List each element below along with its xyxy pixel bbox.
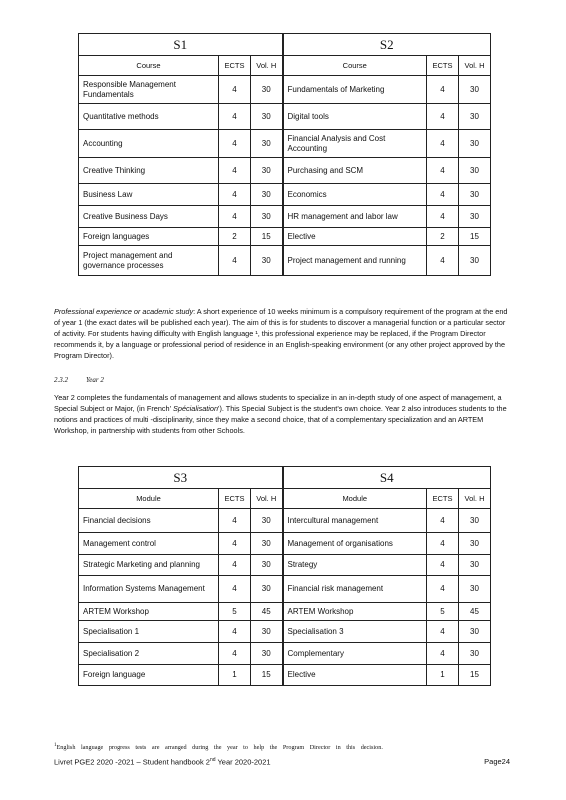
hours-cell: 30 xyxy=(251,643,283,665)
hours-cell: 30 xyxy=(459,184,491,206)
course-name-cell: Financial decisions xyxy=(79,509,219,533)
course-name-cell: Information Systems Management xyxy=(79,576,219,603)
section-title: Year 2 xyxy=(86,376,104,384)
column-header-ects: ECTS xyxy=(219,489,251,509)
ects-cell: 4 xyxy=(427,509,459,533)
hours-cell: 30 xyxy=(251,555,283,576)
course-name-cell: Management of organisations xyxy=(283,533,427,555)
column-header-volh: Vol. H xyxy=(459,489,491,509)
column-header-course: Course xyxy=(79,56,219,76)
ects-cell: 2 xyxy=(427,228,459,246)
professional-experience-paragraph xyxy=(54,306,510,361)
course-name-cell: Strategy xyxy=(283,555,427,576)
course-name-cell: Financial Analysis and Cost Accounting xyxy=(283,130,427,158)
course-name-cell: Intercultural management xyxy=(283,509,427,533)
course-name-cell: Foreign language xyxy=(79,665,219,686)
hours-cell: 30 xyxy=(459,533,491,555)
year2-paragraph xyxy=(54,392,510,436)
paragraph-lead: Professional experience or academic study xyxy=(54,307,194,316)
course-name-cell: Accounting xyxy=(79,130,219,158)
footer-title-text: Livret PGE2 2020 -2021 – Student handbook 2 xyxy=(54,757,210,767)
column-header-volh: Vol. H xyxy=(459,56,491,76)
ects-cell: 5 xyxy=(219,603,251,621)
section-number: 2.3.2 xyxy=(54,376,68,384)
course-name-cell: ARTEM Workshop xyxy=(79,603,219,621)
hours-cell: 45 xyxy=(459,603,491,621)
ects-cell: 4 xyxy=(219,104,251,130)
ects-cell: 4 xyxy=(427,621,459,643)
ects-cell: 4 xyxy=(219,76,251,104)
table-row xyxy=(79,246,491,276)
column-header-ects: ECTS xyxy=(427,489,459,509)
hours-cell: 30 xyxy=(251,206,283,228)
ects-cell: 5 xyxy=(427,603,459,621)
table-row xyxy=(79,104,491,130)
course-name-cell: Creative Business Days xyxy=(79,206,219,228)
ects-cell: 4 xyxy=(219,576,251,603)
course-name-cell: Quantitative methods xyxy=(79,104,219,130)
hours-cell: 30 xyxy=(251,158,283,184)
table-row xyxy=(79,76,491,104)
hours-cell: 30 xyxy=(459,621,491,643)
paragraph-body: : A short experience of 10 weeks minimum is a compulsory requirement of the program at the end of year 1 (the exact dates will be published each year). The aim of this is for students to discover a managerial function or a particular sector of activity. For students having difficulty with English language ¹, this professional experience may be replaced, if the Program Director recommends it, by a language or professional period of residence in an English-speaking environment (or any other project approved by the Program Director). xyxy=(54,307,508,360)
hours-cell: 30 xyxy=(251,576,283,603)
ects-cell: 4 xyxy=(219,158,251,184)
ects-cell: 4 xyxy=(427,246,459,276)
hours-cell: 30 xyxy=(251,509,283,533)
hours-cell: 30 xyxy=(251,184,283,206)
table-row xyxy=(79,643,491,665)
hours-cell: 45 xyxy=(251,603,283,621)
hours-cell: 30 xyxy=(459,555,491,576)
course-name-cell: ARTEM Workshop xyxy=(283,603,427,621)
hours-cell: 30 xyxy=(459,76,491,104)
course-name-cell: Project management and governance processes xyxy=(79,246,219,276)
hours-cell: 30 xyxy=(251,621,283,643)
paragraph-italic-term: Spécialisation xyxy=(173,404,219,413)
course-name-cell: Strategic Marketing and planning xyxy=(79,555,219,576)
column-header-volh: Vol. H xyxy=(251,489,283,509)
ects-cell: 4 xyxy=(219,643,251,665)
hours-cell: 30 xyxy=(459,104,491,130)
ects-cell: 1 xyxy=(219,665,251,686)
hours-cell: 30 xyxy=(459,206,491,228)
ects-cell: 2 xyxy=(219,228,251,246)
page-number: Page24 xyxy=(484,757,510,766)
course-name-cell: Project management and running xyxy=(283,246,427,276)
table-row xyxy=(79,603,491,621)
footer-title-sup: nd xyxy=(209,757,216,763)
hours-cell: 15 xyxy=(459,228,491,246)
ects-cell: 4 xyxy=(219,621,251,643)
ects-cell: 4 xyxy=(219,533,251,555)
course-name-cell: Foreign languages xyxy=(79,228,219,246)
course-name-cell: Complementary xyxy=(283,643,427,665)
course-name-cell: Fundamentals of Marketing xyxy=(283,76,427,104)
table-row xyxy=(79,206,491,228)
course-name-cell: Specialisation 3 xyxy=(283,621,427,643)
table-row xyxy=(79,555,491,576)
table-row xyxy=(79,533,491,555)
table-row xyxy=(79,130,491,158)
hours-cell: 30 xyxy=(459,509,491,533)
course-name-cell: Specialisation 2 xyxy=(79,643,219,665)
column-header-ects: ECTS xyxy=(427,56,459,76)
table-row xyxy=(79,621,491,643)
hours-cell: 30 xyxy=(459,643,491,665)
hours-cell: 15 xyxy=(251,228,283,246)
ects-cell: 4 xyxy=(427,104,459,130)
course-name-cell: Business Law xyxy=(79,184,219,206)
hours-cell: 30 xyxy=(251,130,283,158)
ects-cell: 4 xyxy=(427,130,459,158)
course-name-cell: Responsible Management Fundamentals xyxy=(79,76,219,104)
hours-cell: 30 xyxy=(459,246,491,276)
course-name-cell: Purchasing and SCM xyxy=(283,158,427,184)
table-row xyxy=(79,184,491,206)
table-row xyxy=(79,509,491,533)
semester-heading: S1 xyxy=(79,34,283,56)
course-name-cell: Financial risk management xyxy=(283,576,427,603)
course-name-cell: Creative Thinking xyxy=(79,158,219,184)
course-name-cell: Elective xyxy=(283,665,427,686)
ects-cell: 1 xyxy=(427,665,459,686)
semester-heading: S2 xyxy=(283,34,491,56)
ects-cell: 4 xyxy=(219,206,251,228)
column-header-module: Module xyxy=(79,489,219,509)
hours-cell: 15 xyxy=(459,665,491,686)
course-name-cell: HR management and labor law xyxy=(283,206,427,228)
table-row xyxy=(79,576,491,603)
course-name-cell: Economics xyxy=(283,184,427,206)
hours-cell: 30 xyxy=(251,533,283,555)
semester-heading: S4 xyxy=(283,467,491,489)
ects-cell: 4 xyxy=(219,555,251,576)
hours-cell: 30 xyxy=(251,104,283,130)
ects-cell: 4 xyxy=(219,246,251,276)
hours-cell: 30 xyxy=(459,130,491,158)
paragraph-text: '). This Special Subject is the student's own choice. Year 2 also introduces students to the notions and practices of multi -disciplinarity, since they make a second choice, that of a complementary specialization and an ARTEM Workshop, in partnership with students from other Schools. xyxy=(54,404,507,435)
column-header-ects: ECTS xyxy=(219,56,251,76)
ects-cell: 4 xyxy=(427,76,459,104)
ects-cell: 4 xyxy=(219,184,251,206)
ects-cell: 4 xyxy=(219,130,251,158)
table-row xyxy=(79,158,491,184)
ects-cell: 4 xyxy=(219,509,251,533)
ects-cell: 4 xyxy=(427,643,459,665)
semester-heading: S3 xyxy=(79,467,283,489)
footer-document-title xyxy=(54,757,271,767)
hours-cell: 30 xyxy=(251,76,283,104)
hours-cell: 30 xyxy=(459,158,491,184)
curriculum-table-year1 xyxy=(78,33,491,276)
column-header-module: Module xyxy=(283,489,427,509)
ects-cell: 4 xyxy=(427,184,459,206)
hours-cell: 30 xyxy=(251,246,283,276)
section-subheading xyxy=(54,376,122,384)
column-header-volh: Vol. H xyxy=(251,56,283,76)
ects-cell: 4 xyxy=(427,555,459,576)
column-header-course: Course xyxy=(283,56,427,76)
course-name-cell: Digital tools xyxy=(283,104,427,130)
course-name-cell: Management control xyxy=(79,533,219,555)
curriculum-table-year2 xyxy=(78,466,491,686)
hours-cell: 30 xyxy=(459,576,491,603)
footnote-marker: 1 xyxy=(54,743,57,748)
table-row xyxy=(79,228,491,246)
hours-cell: 15 xyxy=(251,665,283,686)
footnote xyxy=(54,743,383,751)
course-name-cell: Specialisation 1 xyxy=(79,621,219,643)
footnote-text: English language progress tests are arranged during the year to help the Program Director in this decision. xyxy=(56,744,383,752)
ects-cell: 4 xyxy=(427,206,459,228)
ects-cell: 4 xyxy=(427,576,459,603)
table-row xyxy=(79,665,491,686)
footer-title-text: Year 2020-2021 xyxy=(215,757,271,767)
paragraph-text: Year 2 completes the fundamentals of management and allows students to specialize in an in-depth study of one aspect of management, a Special Subject or Major, (in French' xyxy=(54,393,502,413)
ects-cell: 4 xyxy=(427,158,459,184)
ects-cell: 4 xyxy=(427,533,459,555)
course-name-cell: Elective xyxy=(283,228,427,246)
